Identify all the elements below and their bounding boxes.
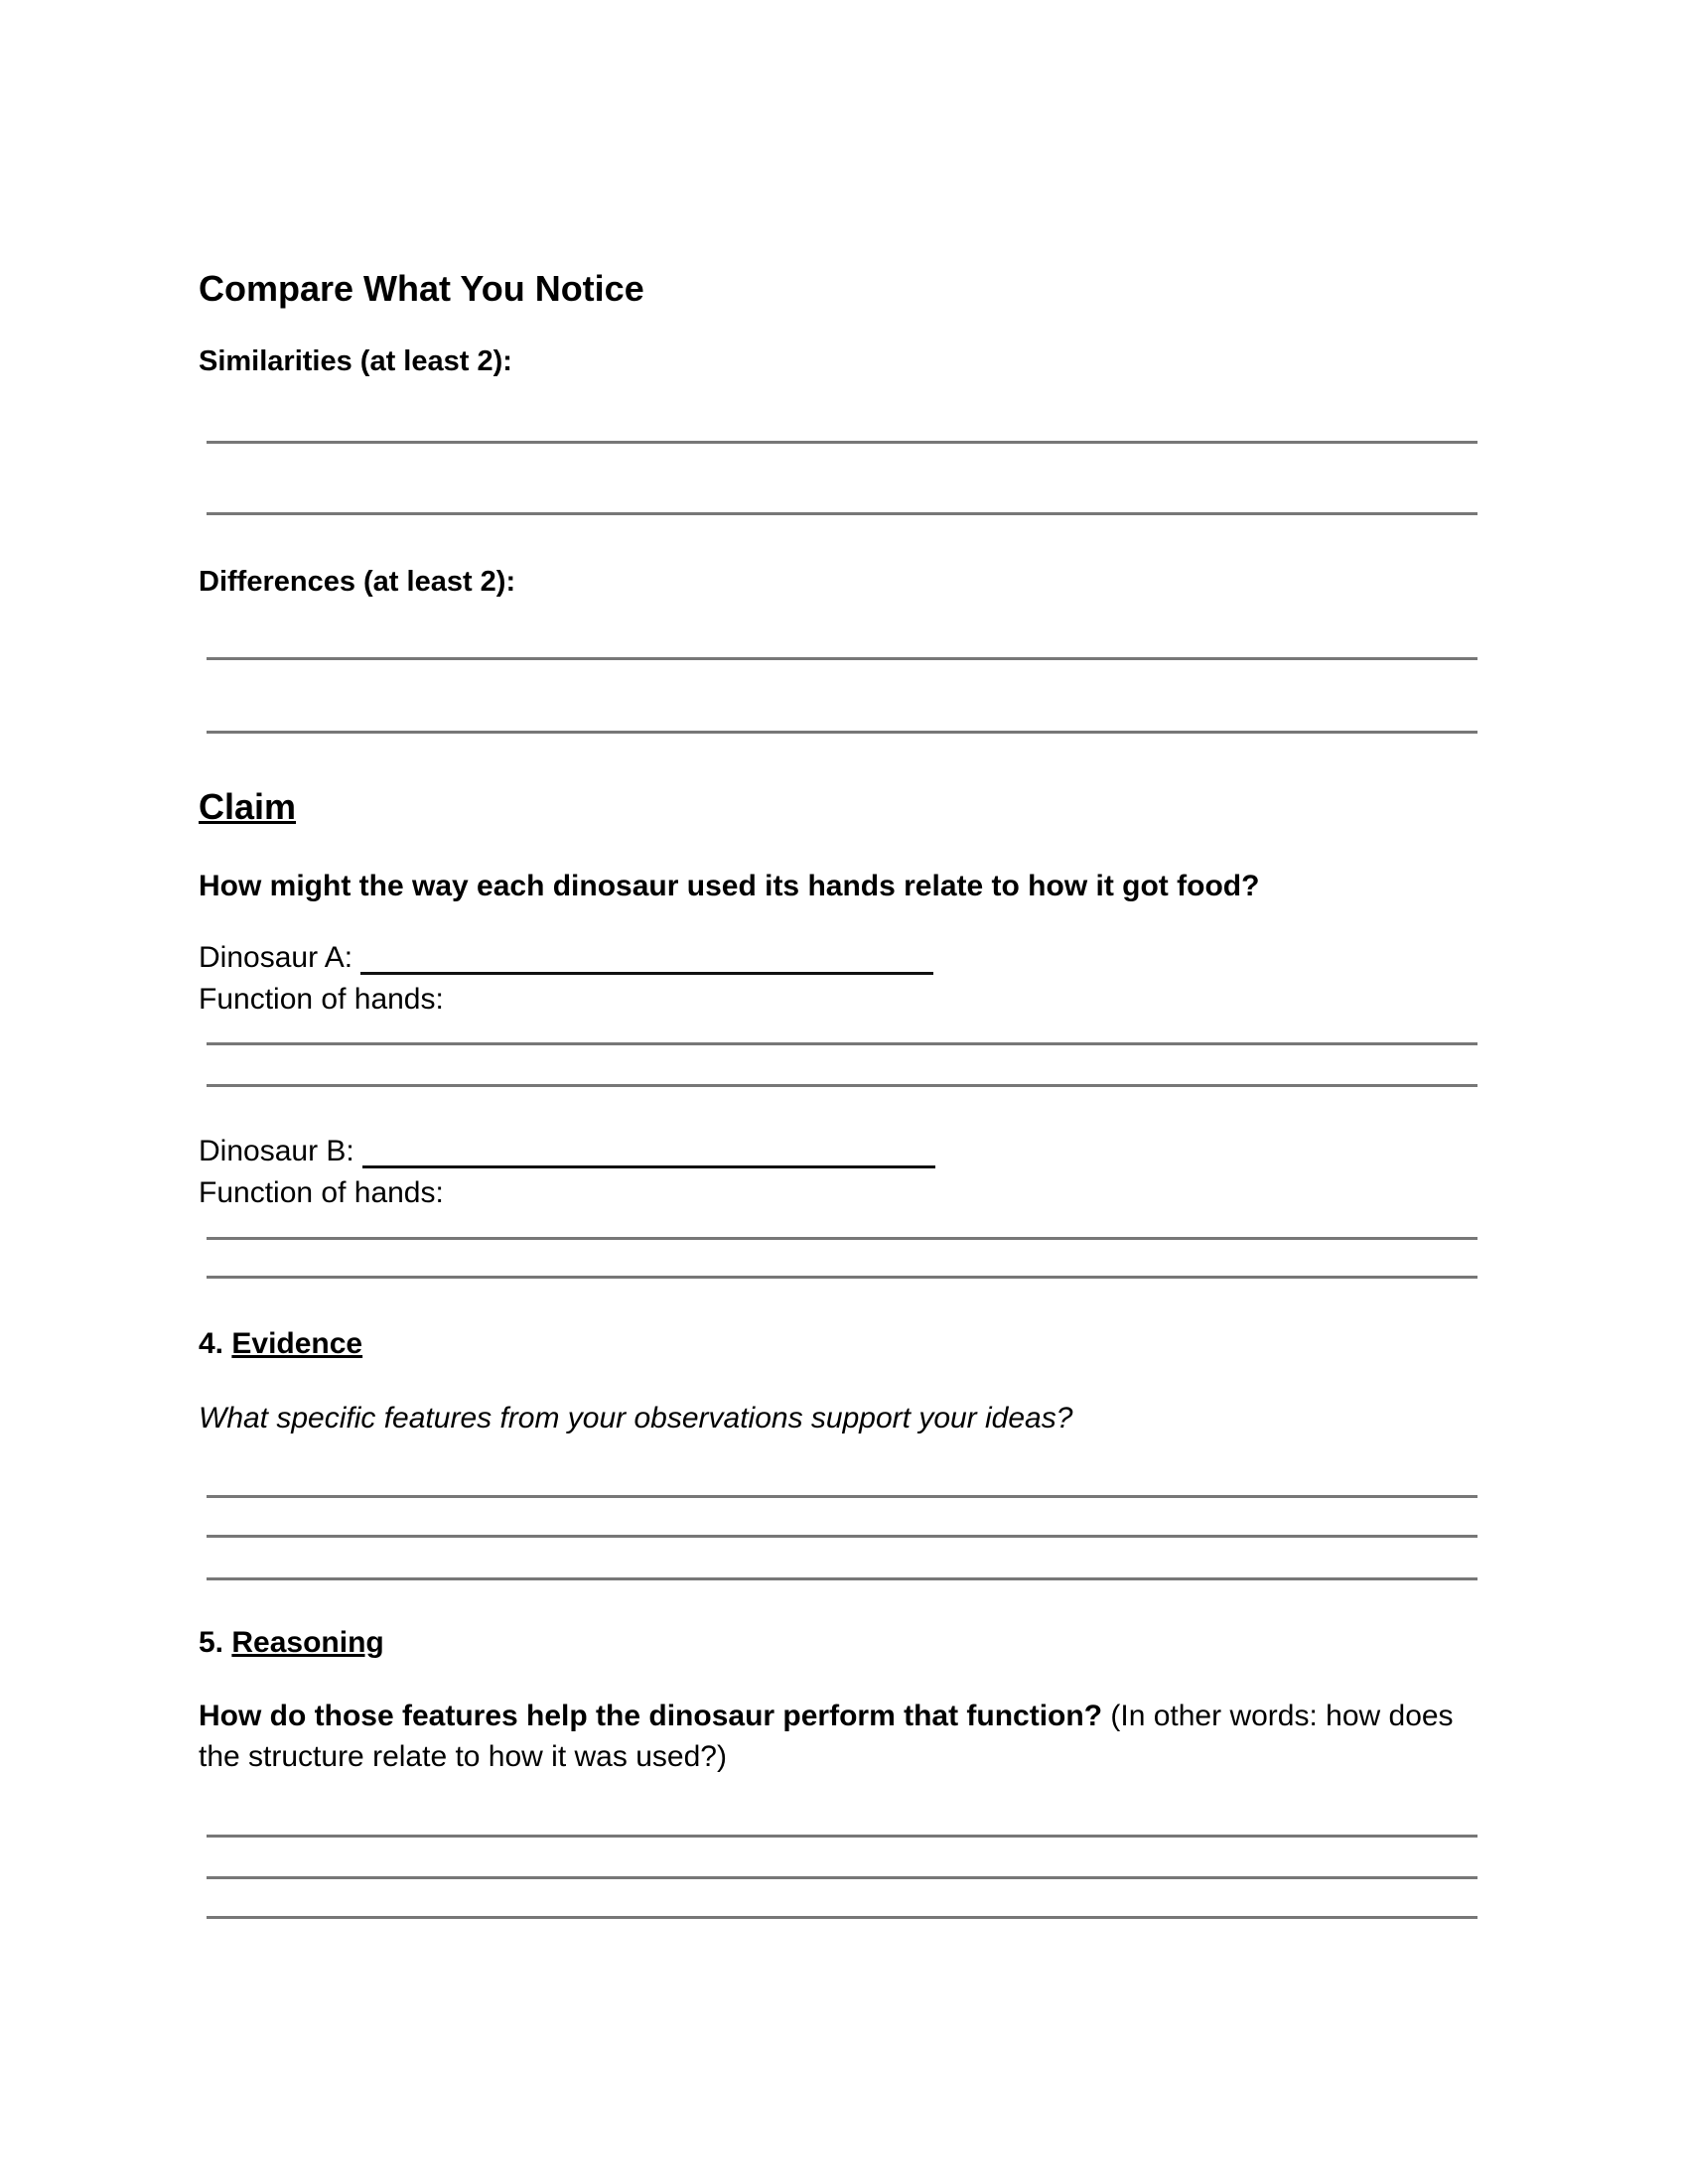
- reasoning-title: Reasoning: [231, 1626, 384, 1659]
- reasoning-answer-line-1[interactable]: [207, 1835, 1477, 1838]
- evidence-answer-line-1[interactable]: [207, 1495, 1477, 1498]
- evidence-number: 4.: [199, 1327, 224, 1360]
- dinosaur-b-function-line-1[interactable]: [207, 1237, 1477, 1240]
- differences-answer-line-2[interactable]: [207, 731, 1477, 734]
- dinosaur-a-label: Dinosaur A:: [199, 941, 353, 974]
- similarities-answer-line-1[interactable]: [207, 441, 1477, 444]
- reasoning-question: [199, 1696, 1489, 1777]
- reasoning-question-bold: How do those features help the dinosaur perform that function?: [199, 1700, 1103, 1732]
- dinosaur-a-row: [199, 941, 933, 975]
- reasoning-question-rest: (In other words: how does the structure relate to how it was used?): [199, 1700, 1454, 1773]
- similarities-answer-line-2[interactable]: [207, 512, 1477, 515]
- dinosaur-a-blank[interactable]: [360, 942, 933, 975]
- reasoning-answer-line-3[interactable]: [207, 1916, 1477, 1919]
- reasoning-heading: [199, 1626, 384, 1660]
- reasoning-number: 5.: [199, 1626, 224, 1659]
- dinosaur-b-function-label: Function of hands:: [199, 1176, 444, 1209]
- dinosaur-b-function-line-2[interactable]: [207, 1276, 1477, 1279]
- dinosaur-b-row: [199, 1135, 935, 1168]
- evidence-answer-line-2[interactable]: [207, 1535, 1477, 1538]
- differences-answer-line-1[interactable]: [207, 657, 1477, 660]
- dinosaur-b-blank[interactable]: [362, 1136, 935, 1168]
- evidence-answer-line-3[interactable]: [207, 1577, 1477, 1580]
- similarities-label: Similarities (at least 2):: [199, 345, 512, 377]
- claim-question: How might the way each dinosaur used its hands relate to how it got food?: [199, 870, 1260, 902]
- dinosaur-a-function-label: Function of hands:: [199, 983, 444, 1016]
- reasoning-answer-line-2[interactable]: [207, 1876, 1477, 1879]
- differences-label: Differences (at least 2):: [199, 566, 516, 598]
- evidence-title: Evidence: [231, 1327, 363, 1360]
- dinosaur-b-label: Dinosaur B:: [199, 1135, 354, 1167]
- dinosaur-a-function-line-2[interactable]: [207, 1084, 1477, 1087]
- dinosaur-a-function-line-1[interactable]: [207, 1042, 1477, 1045]
- claim-heading: Claim: [199, 786, 297, 827]
- compare-heading: Compare What You Notice: [199, 268, 644, 309]
- evidence-heading: [199, 1327, 362, 1361]
- evidence-prompt: What specific features from your observations support your ideas?: [199, 1402, 1073, 1434]
